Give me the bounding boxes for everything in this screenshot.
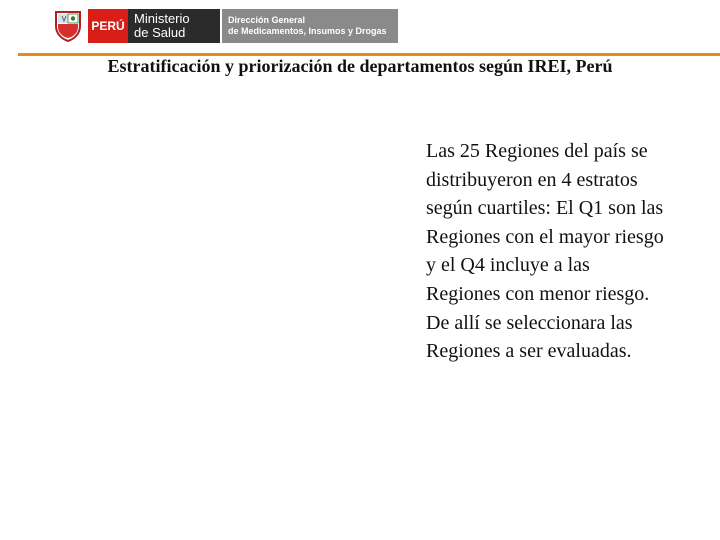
body-paragraph-2: De allí se seleccionara las Regiones a ser evaluadas. <box>426 311 633 363</box>
peru-label: PERÚ <box>91 19 125 33</box>
body-paragraph-1: Las 25 Regiones del país se distribuyeron en 4 estratos según cuartiles: El Q1 son las Regiones con el mayor riesgo y el Q4 incluye a las Regiones con menor riesgo. <box>426 140 664 305</box>
slide-body <box>426 137 666 366</box>
ministry-line1: Ministerio <box>134 11 190 26</box>
coat-of-arms-icon <box>50 9 86 43</box>
direction-line1: Dirección General <box>228 15 306 25</box>
ministry-logo <box>50 9 398 43</box>
direction-name <box>222 9 398 43</box>
ministry-line2: de Salud <box>134 25 186 40</box>
slide-title: Estratificación y priorización de departamentos según IREI, Perú <box>107 56 613 76</box>
header <box>0 0 720 54</box>
direction-line2: de Medicamentos, Insumos y Drogas <box>228 26 387 36</box>
ministry-name <box>128 9 220 43</box>
peru-badge <box>88 9 128 43</box>
